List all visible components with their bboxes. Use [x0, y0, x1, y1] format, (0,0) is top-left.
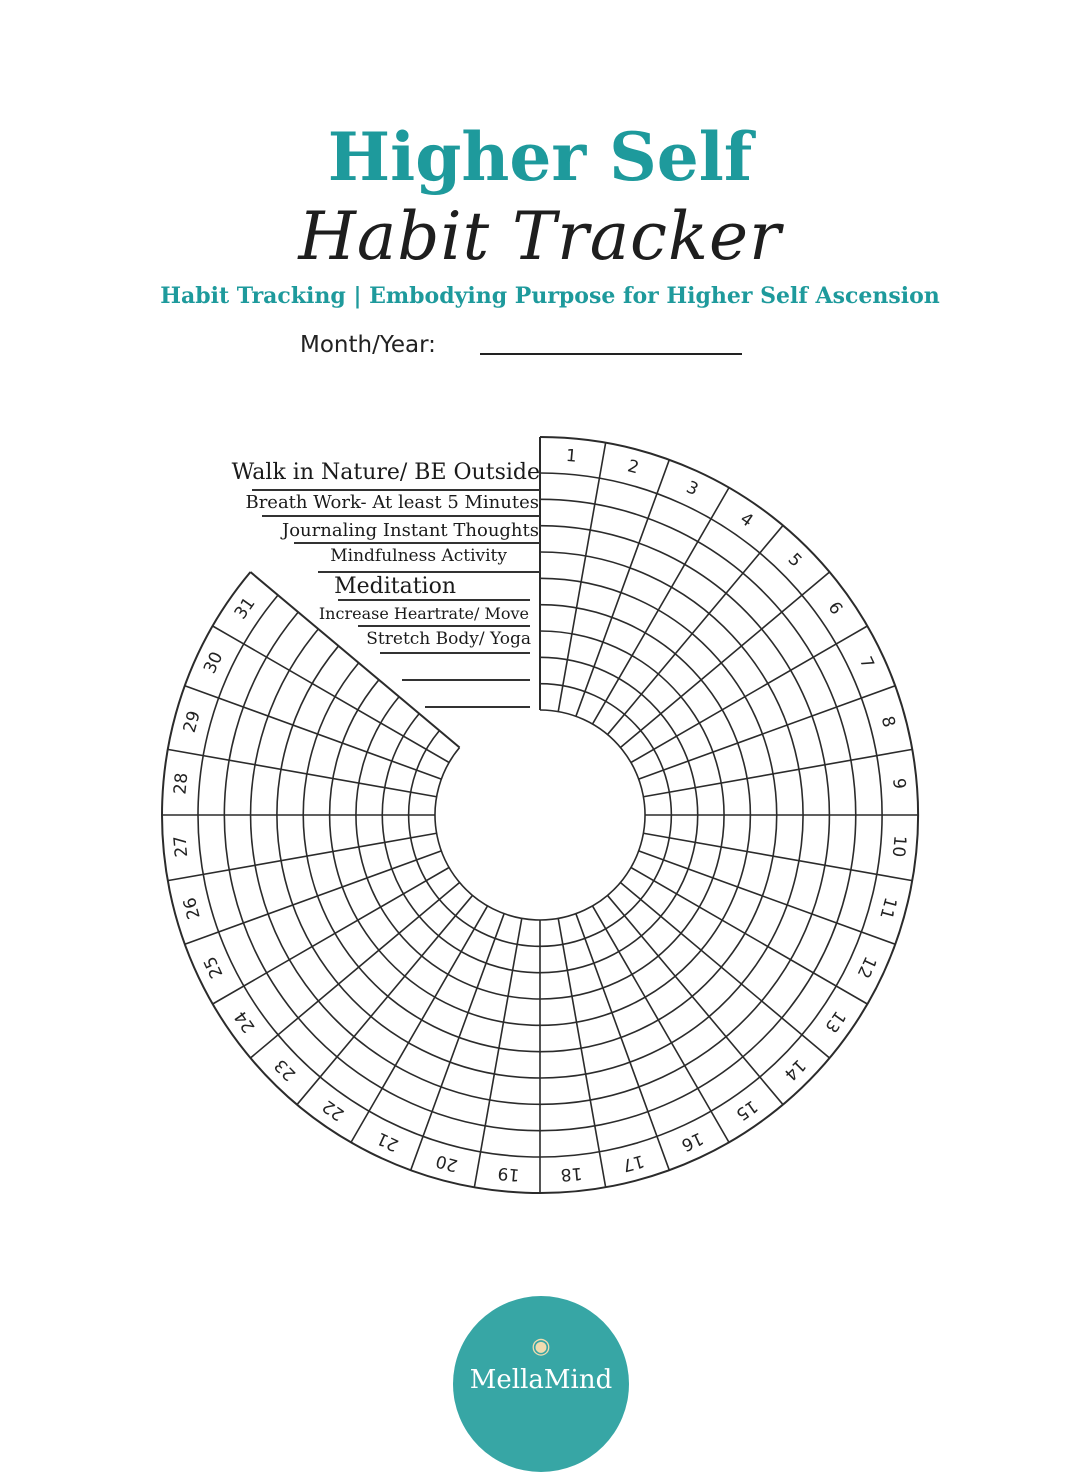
day-label-3: 3: [683, 477, 702, 501]
habit-line-9[interactable]: [425, 706, 530, 708]
eye-icon: ◉: [531, 1334, 551, 1359]
day-label-29: 29: [179, 708, 205, 735]
habit-label-3: Journaling Instant Thoughts: [282, 520, 539, 541]
page-subtitle: Habit Tracking | Embodying Purpose for Higher Self Ascension: [160, 283, 940, 309]
day-label-19: 19: [496, 1162, 521, 1185]
ring-arc-1: [409, 684, 672, 947]
ring-arc-0: [435, 710, 645, 920]
day-label-26: 26: [179, 895, 205, 922]
day-label-7: 7: [854, 653, 878, 672]
day-spoke-19: [474, 918, 521, 1187]
month-year-label: Month/Year:: [300, 332, 436, 358]
day-label-4: 4: [736, 508, 757, 532]
habit-label-6: Increase Heartrate/ Move: [318, 604, 529, 623]
day-label-9: 9: [888, 777, 910, 790]
habit-line-1[interactable]: [252, 489, 540, 491]
habit-label-5: Meditation: [334, 574, 456, 599]
habit-label-1: Walk in Nature/ BE Outside: [231, 460, 540, 485]
day-label-31: 31: [230, 593, 260, 624]
habit-label-4: Mindfulness Activity: [330, 546, 507, 566]
habit-line-8[interactable]: [402, 679, 530, 681]
day-label-15: 15: [731, 1095, 762, 1125]
day-label-22: 22: [318, 1095, 349, 1125]
day-label-21: 21: [373, 1127, 402, 1155]
habit-line-5[interactable]: [338, 599, 530, 601]
wheel-grid: [162, 437, 918, 1193]
day-label-12: 12: [852, 953, 880, 982]
day-label-17: 17: [620, 1150, 647, 1176]
day-label-20: 20: [433, 1150, 460, 1176]
habit-line-4[interactable]: [318, 571, 540, 573]
day-spoke-10: [643, 833, 912, 880]
day-spoke-17: [558, 918, 605, 1187]
habit-line-3[interactable]: [294, 542, 540, 544]
day-label-23: 23: [270, 1054, 301, 1085]
day-label-8: 8: [876, 714, 899, 730]
habit-label-2: Breath Work- At least 5 Minutes: [245, 492, 539, 513]
page-title: Higher Self: [327, 118, 753, 196]
brand-name: MellaMind: [469, 1365, 613, 1395]
page-script-title: Habit Tracker: [298, 198, 782, 275]
day-label-1: 1: [565, 445, 578, 467]
habit-line-7[interactable]: [380, 652, 530, 654]
habit-line-6[interactable]: [358, 625, 530, 627]
day-label-13: 13: [820, 1006, 850, 1037]
day-label-16: 16: [678, 1127, 707, 1155]
day-label-28: 28: [170, 771, 193, 796]
day-label-24: 24: [230, 1006, 260, 1037]
day-label-30: 30: [200, 648, 228, 677]
day-spoke-8: [643, 749, 912, 796]
habit-label-7: Stretch Body/ Yoga: [366, 629, 531, 649]
day-label-6: 6: [823, 598, 847, 619]
day-label-25: 25: [200, 953, 228, 982]
day-spoke-26: [168, 833, 437, 880]
habit-line-2[interactable]: [262, 515, 540, 517]
day-spoke-1: [558, 443, 605, 712]
day-label-10: 10: [887, 834, 910, 859]
day-label-2: 2: [625, 456, 641, 479]
day-label-11: 11: [875, 895, 901, 922]
day-label-5: 5: [783, 549, 806, 572]
day-label-27: 27: [170, 834, 193, 859]
day-spoke-28: [168, 749, 437, 796]
day-label-14: 14: [779, 1054, 810, 1085]
day-label-18: 18: [559, 1162, 584, 1185]
